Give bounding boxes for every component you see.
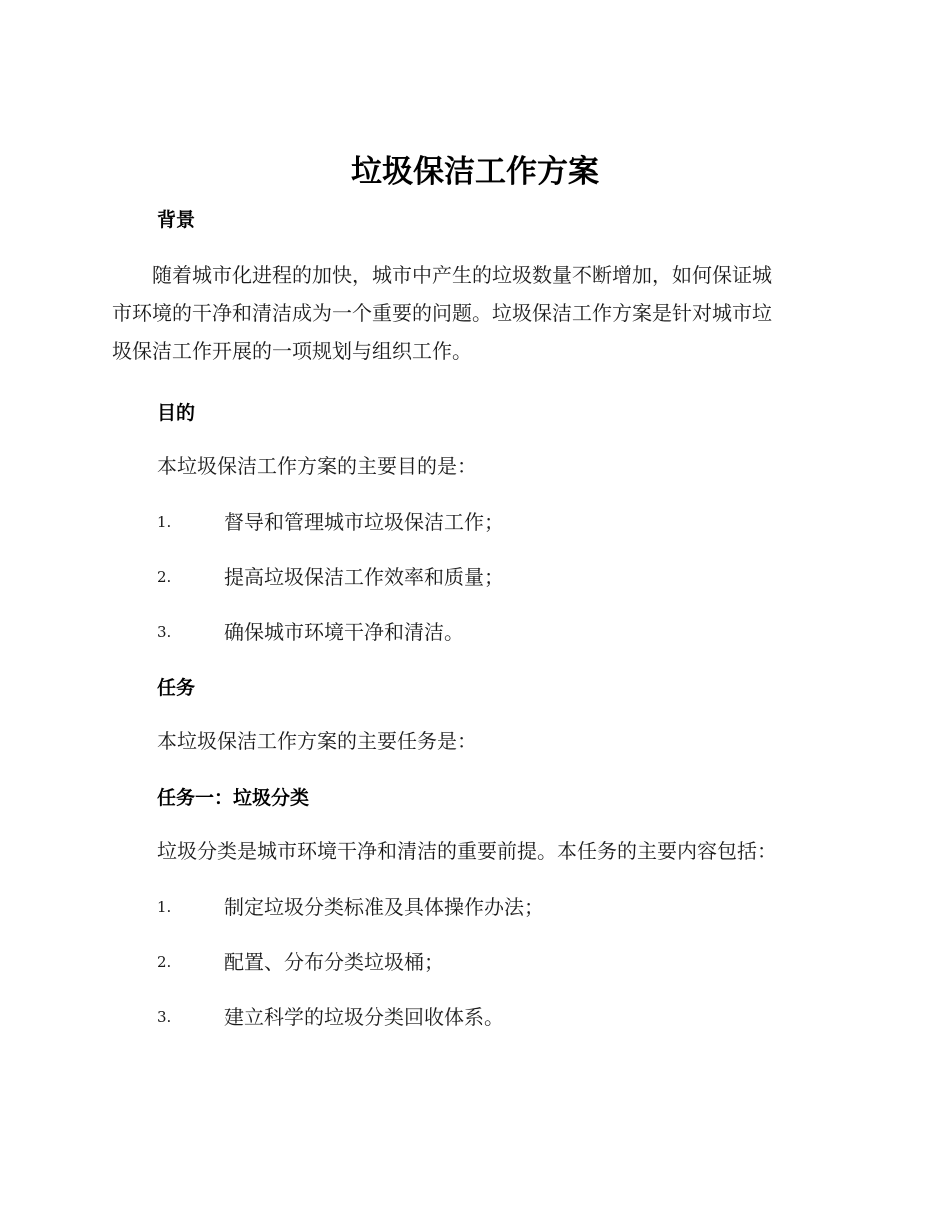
- document-title: 垃圾保洁工作方案: [351, 154, 599, 190]
- list-text: 配置、分布分类垃圾桶；: [224, 950, 444, 974]
- list-number: 2.: [157, 568, 172, 586]
- list-text: 提高垃圾保洁工作效率和质量；: [224, 565, 504, 589]
- list-text: 督导和管理城市垃圾保洁工作；: [224, 510, 504, 534]
- section-heading-background: 背景: [157, 209, 196, 231]
- list-number: 3.: [157, 1008, 172, 1026]
- task1-intro: 垃圾分类是城市环境干净和清洁的重要前提。本任务的主要内容包括：: [157, 839, 777, 863]
- background-line: 圾保洁工作开展的一项规划与组织工作。: [112, 339, 472, 363]
- list-number: 1.: [157, 513, 172, 531]
- background-line: 市环境的干净和清洁成为一个重要的问题。垃圾保洁工作方案是针对城市垃: [112, 301, 772, 325]
- subsection-heading-task1: 任务一：垃圾分类: [157, 787, 310, 809]
- section-heading-purpose: 目的: [157, 402, 196, 424]
- section-heading-tasks: 任务: [157, 677, 196, 699]
- list-number: 1.: [157, 898, 172, 916]
- list-number: 2.: [157, 953, 172, 971]
- list-text: 确保城市环境干净和清洁。: [224, 620, 464, 644]
- background-paragraph: [112, 256, 842, 370]
- list-text: 建立科学的垃圾分类回收体系。: [224, 1005, 504, 1029]
- purpose-intro: 本垃圾保洁工作方案的主要目的是：: [157, 454, 477, 478]
- background-line: 随着城市化进程的加快，城市中产生的垃圾数量不断增加，如何保证城: [112, 263, 772, 287]
- list-number: 3.: [157, 623, 172, 641]
- tasks-intro: 本垃圾保洁工作方案的主要任务是：: [157, 729, 477, 753]
- list-text: 制定垃圾分类标准及具体操作办法；: [224, 895, 544, 919]
